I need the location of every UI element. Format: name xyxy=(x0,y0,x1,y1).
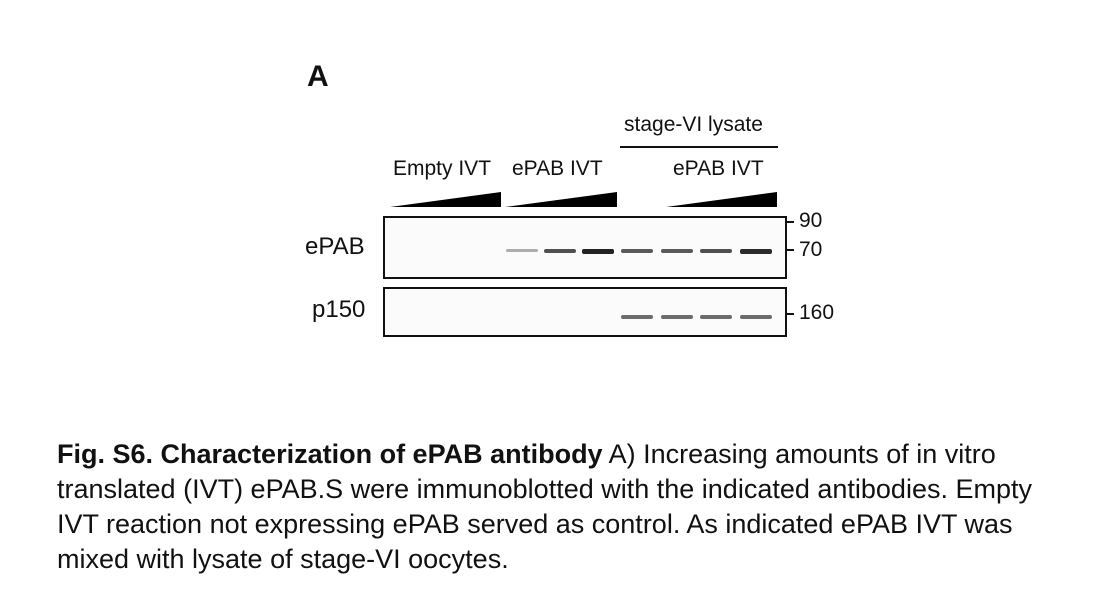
blot-label-p150: p150 xyxy=(312,296,366,323)
band xyxy=(700,249,732,253)
wedge-epab-ivt-lysate xyxy=(666,192,777,207)
blot-label-epab: ePAB xyxy=(305,233,365,260)
figure-caption xyxy=(57,437,1077,577)
marker-160: 160 xyxy=(799,301,835,324)
marker-tick-70 xyxy=(787,249,794,251)
band xyxy=(740,249,772,254)
band xyxy=(544,249,576,253)
marker-90: 90 xyxy=(799,209,823,232)
band xyxy=(661,315,693,319)
blot-p150 xyxy=(383,287,787,337)
lane-header-epab-ivt-lysate: ePAB IVT xyxy=(673,157,764,180)
marker-tick-90 xyxy=(787,221,794,223)
lane-header-epab-ivt: ePAB IVT xyxy=(512,157,603,180)
amount-wedges xyxy=(388,188,783,210)
lane-header-empty-ivt: Empty IVT xyxy=(393,157,492,180)
caption-title: Fig. S6. Characterization of ePAB antibody xyxy=(57,439,603,469)
band xyxy=(661,249,693,253)
marker-70: 70 xyxy=(799,238,823,261)
band xyxy=(700,315,732,319)
wedge-epab-ivt xyxy=(505,192,617,207)
blot-epab xyxy=(383,216,787,279)
band xyxy=(506,249,538,252)
band xyxy=(621,249,653,253)
lysate-bracket-line xyxy=(620,146,778,148)
band xyxy=(582,249,614,254)
wedge-empty-ivt xyxy=(390,192,501,207)
band xyxy=(621,315,653,319)
lane-header-stage-vi-lysate: stage-VI lysate xyxy=(624,113,763,136)
panel-label: A xyxy=(307,60,329,93)
caption-body: A) Increasing amounts of in vitro translated (IVT) ePAB.S were immunoblotted with the indicated antibodies. Empty IVT reaction not expressing ePAB served as control. As indicated ePAB IVT was mixed with lysate of stage-VI oocytes. xyxy=(57,439,1032,574)
band xyxy=(740,315,772,319)
marker-tick-160 xyxy=(787,313,794,315)
